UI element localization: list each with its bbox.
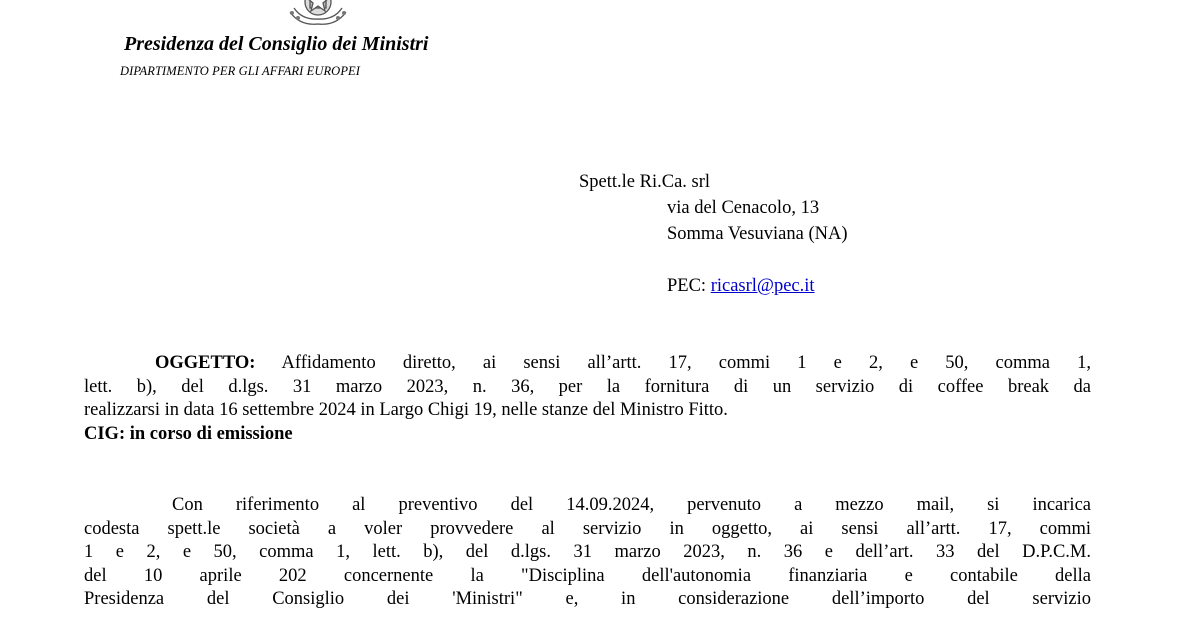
subject-line-3: realizzarsi in data 16 settembre 2024 in Largo Chigi 19, nelle stanze del Ministro Fitto.: [84, 400, 728, 420]
pec-email-link[interactable]: ricasrl@pec.it: [710, 276, 815, 296]
recipient-pec: [667, 275, 815, 297]
body-line-5: Presidenza del Consiglio dei 'Ministri" e, in considerazione dell’importo del servizio: [84, 589, 1091, 609]
cig-line: CIG: in corso di emissione: [84, 423, 293, 444]
body-line-2: codesta spett.le società a voler provvedere al servizio in oggetto, ai sensi all’artt. 17, commi: [84, 518, 1091, 539]
department-name: DIPARTIMENTO PER GLI AFFARI EUROPEI: [120, 64, 361, 78]
body-line-1: Con riferimento al preventivo del 14.09.2024, pervenuto a mezzo mail, si incarica: [172, 495, 1091, 515]
body-line-4: del 10 aprile 202 concernente la "Disciplina dell'autonomia finanziaria e contabile della: [84, 565, 1091, 586]
body-line-3: 1 e 2, e 50, comma 1, lett. b), del d.lgs. 31 marzo 2023, n. 36 e dell’art. 33 del D.P.C.M.: [84, 542, 1091, 562]
pec-label: PEC:: [667, 276, 707, 296]
recipient-company: Spett.le Ri.Ca. srl: [579, 172, 711, 192]
recipient-city: Somma Vesuviana (NA): [667, 224, 848, 244]
subject-paragraph: [84, 352, 1091, 446]
subject-line-2: lett. b), del d.lgs. 31 marzo 2023, n. 36, per la fornitura di un servizio di coffee break da: [84, 376, 1091, 397]
italian-republic-emblem-icon: [280, 0, 356, 26]
body-paragraph: [84, 494, 1091, 612]
organization-name: Presidenza del Consiglio dei Ministri: [124, 33, 429, 55]
subject-text-1: Affidamento diretto, ai sensi all’artt. 17, commi 1 e 2, e 50, comma 1,: [255, 353, 1091, 373]
subject-label: OGGETTO:: [155, 353, 256, 373]
recipient-street: via del Cenacolo, 13: [667, 198, 820, 218]
subject-line-1: [84, 352, 1091, 376]
